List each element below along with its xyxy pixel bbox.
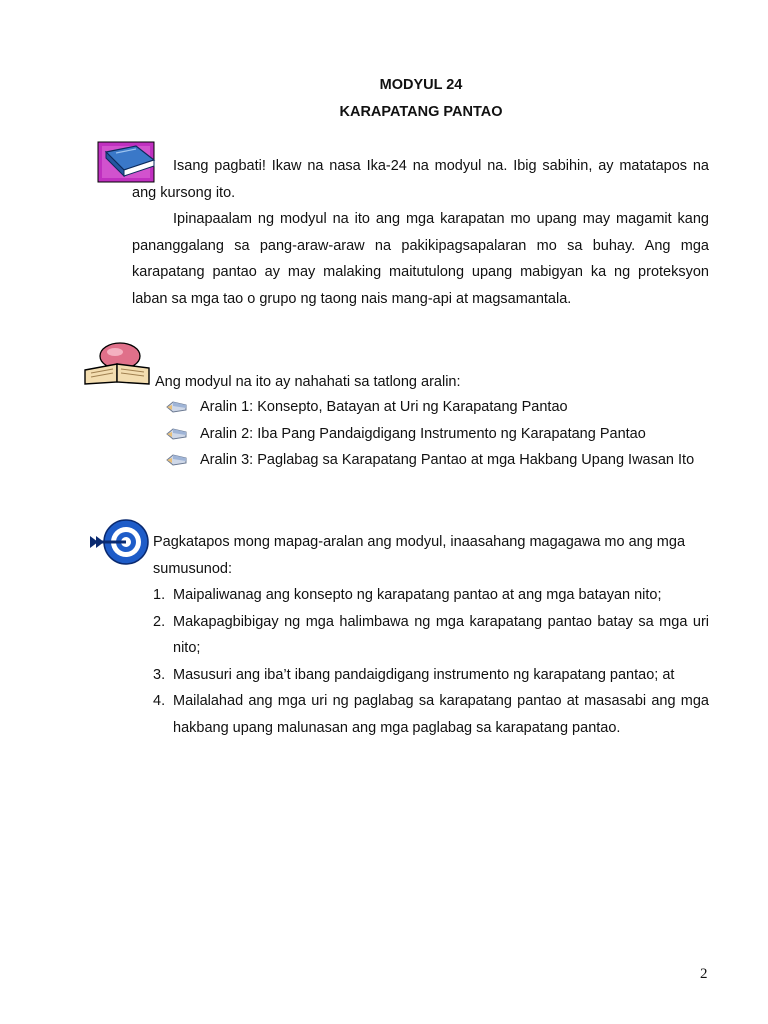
objective-item	[153, 609, 709, 662]
objective-item	[153, 582, 709, 609]
lesson-item-text: Aralin 2: Iba Pang Pandaigdigang Instrumento ng Karapatang Pantao	[200, 425, 646, 442]
lesson-item	[166, 447, 694, 474]
objective-item	[153, 688, 709, 741]
objective-number: 4.	[153, 693, 166, 709]
lesson-item-text: Aralin 3: Paglabag sa Karapatang Pantao at mga Hakbang Upang Iwasan Ito	[200, 452, 695, 468]
objective-number: 1.	[153, 587, 166, 603]
objective-number: 3.	[153, 666, 166, 683]
lesson-item-text: Aralin 1: Konsepto, Batayan at Uri ng Karapatang Pantao	[200, 399, 568, 415]
lessons-list	[166, 394, 694, 474]
objective-number: 2.	[153, 613, 166, 630]
module-number: MODYUL 24	[379, 77, 463, 93]
open-book-icon	[82, 340, 152, 386]
pencil-bullet-icon	[166, 453, 188, 467]
objectives-list	[153, 582, 709, 741]
objective-item	[153, 662, 709, 689]
objective-text: Makapagbibigay ng mga halimbawa ng mga karapatang pantao batay sa mga uri nito;	[173, 613, 709, 656]
intro-paragraph-2: Ipinapaalam ng modyul na ito ang mga karapatan mo upang may magamit kang pananggalang sa pang-araw-araw na pakikipagsapalaran mo sa buhay. Ang mga karapatang pantao ay may malaking maitutulong upang mabigyan ka ng proteksyon laban sa mga tao o grupo ng taong nais mang-api at magsamantala.	[132, 211, 709, 307]
objective-text: Masusuri ang iba’t ibang pandaigdigang instrumento ng karapatang pantao; at	[173, 666, 675, 683]
objective-text: Maipaliwanag ang konsepto ng karapatang pantao at ang mga batayan nito;	[173, 587, 662, 603]
module-title: KARAPATANG PANTAO	[339, 104, 503, 120]
lessons-lead: Ang modyul na ito ay nahahati sa tatlong aralin:	[155, 374, 461, 390]
pencil-bullet-icon	[166, 427, 188, 441]
objectives-lead: Pagkatapos mong mapag-aralan ang modyul, inaasahang magagawa mo ang mga sumusunod:	[153, 534, 686, 577]
intro-paragraph-1: Isang pagbati! Ikaw na nasa Ika-24 na modyul na. Ibig sabihin, ay matatapos na ang kursong ito.	[132, 158, 709, 201]
lesson-item	[166, 421, 694, 448]
pencil-bullet-icon	[166, 400, 188, 414]
target-icon	[88, 517, 150, 567]
page-number: 2	[700, 966, 708, 982]
lesson-item	[166, 394, 694, 421]
objective-text: Mailalahad ang mga uri ng paglabag sa karapatang pantao at masasabi ang mga hakbang upang malunasan ang mga paglabag sa karapatang pantao.	[173, 693, 709, 736]
